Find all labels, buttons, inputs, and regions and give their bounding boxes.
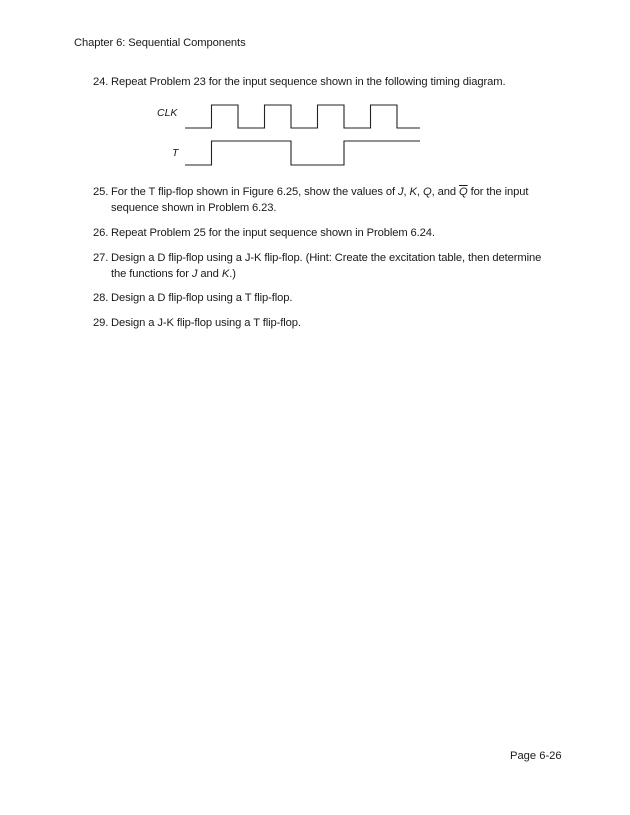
problem-text: Design a D flip-flop using a T flip-flop. (111, 292, 293, 304)
problem-text: For the T flip-flop shown in Figure 6.25, show the values of J, K, Q, and $\overline{Q}$ for the input sequence shown in Problem 6.23. (111, 186, 529, 214)
problem-number: 28. (93, 292, 109, 304)
var-q: Q (422, 186, 432, 198)
t-label: T (172, 147, 179, 159)
problem-text: Design a J-K flip-flop using a T flip-flop. (111, 317, 301, 329)
problem-25 (93, 184, 553, 216)
problem-26 (93, 225, 553, 241)
t-waveform (185, 141, 420, 165)
problem-text: Design a D flip-flop using a J-K flip-flop. (Hint: Create the excitation table, then determine the functions for J and K.) (111, 252, 542, 280)
problem-number: 26. (93, 227, 109, 239)
timing-diagram (150, 100, 420, 175)
page-number: Page 6-26 (510, 750, 562, 762)
problem-text: Repeat Problem 23 for the input sequence shown in the following timing diagram. (111, 76, 506, 88)
timing-waveforms (150, 100, 420, 175)
problem-number: 25. (93, 186, 109, 198)
var-k: K (221, 268, 230, 280)
clk-waveform (185, 105, 420, 128)
problem-number: 24. (93, 76, 109, 88)
problem-29 (93, 315, 553, 331)
page-header: Chapter 6: Sequential Components (74, 37, 246, 49)
var-j: J (398, 186, 404, 198)
problem-24 (93, 74, 553, 90)
problem-28 (93, 290, 553, 306)
problem-27 (93, 250, 553, 282)
problem-text: Repeat Problem 25 for the input sequence shown in Problem 6.24. (111, 227, 435, 239)
var-q-bar: $\overline{Q}$ (458, 186, 468, 198)
var-k: K (409, 186, 417, 198)
problem-number: 27. (93, 252, 109, 264)
clk-label: CLK (157, 107, 178, 119)
problem-number: 29. (93, 317, 109, 329)
var-j: J (191, 268, 198, 280)
